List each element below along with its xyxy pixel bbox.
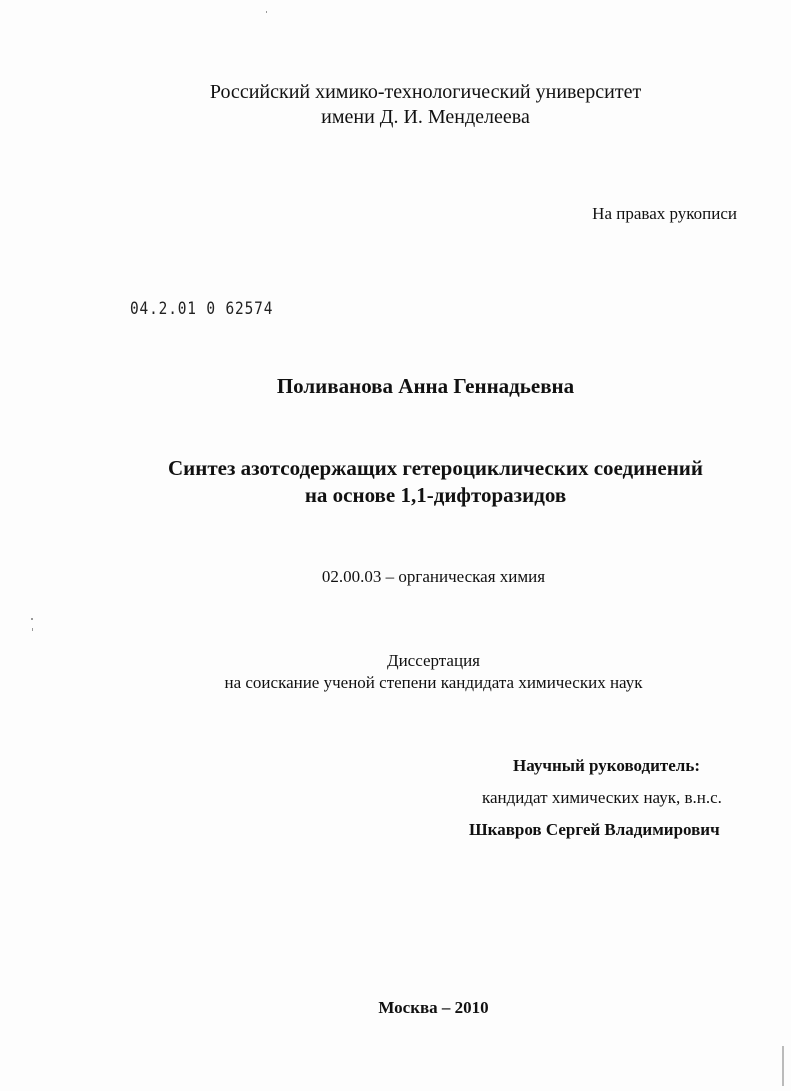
scan-speck	[32, 628, 33, 631]
scan-edge-mark	[782, 1046, 784, 1086]
dissertation-title-line-2: на основе 1,1-дифторазидов	[304, 483, 567, 507]
supervisor-label: Научный руководитель:	[513, 756, 700, 775]
specialty-code: 02.00.03 – органическая химия	[321, 567, 546, 586]
registration-stamp-number: 04.2.01 0 62574	[130, 299, 274, 319]
scan-speck	[266, 11, 267, 13]
university-name-line-1: Российский химико-технологический университет	[209, 81, 642, 103]
dissertation-title-line-1: Синтез азотсодержащих гетероциклических соединений	[167, 456, 704, 480]
scan-speck	[31, 618, 33, 620]
degree-purpose: на соискание ученой степени кандидата химических наук	[224, 673, 643, 692]
city-and-year: Москва – 2010	[378, 998, 489, 1017]
university-name-line-2: имени Д. И. Менделеева	[321, 106, 530, 128]
author-name: Поливанова Анна Геннадьевна	[276, 374, 575, 398]
supervisor-name: Шкавров Сергей Владимирович	[469, 820, 720, 839]
manuscript-rights-note: На правах рукописи	[592, 204, 737, 223]
supervisor-degree: кандидат химических наук, в.н.с.	[482, 788, 722, 807]
document-type: Диссертация	[386, 651, 480, 670]
